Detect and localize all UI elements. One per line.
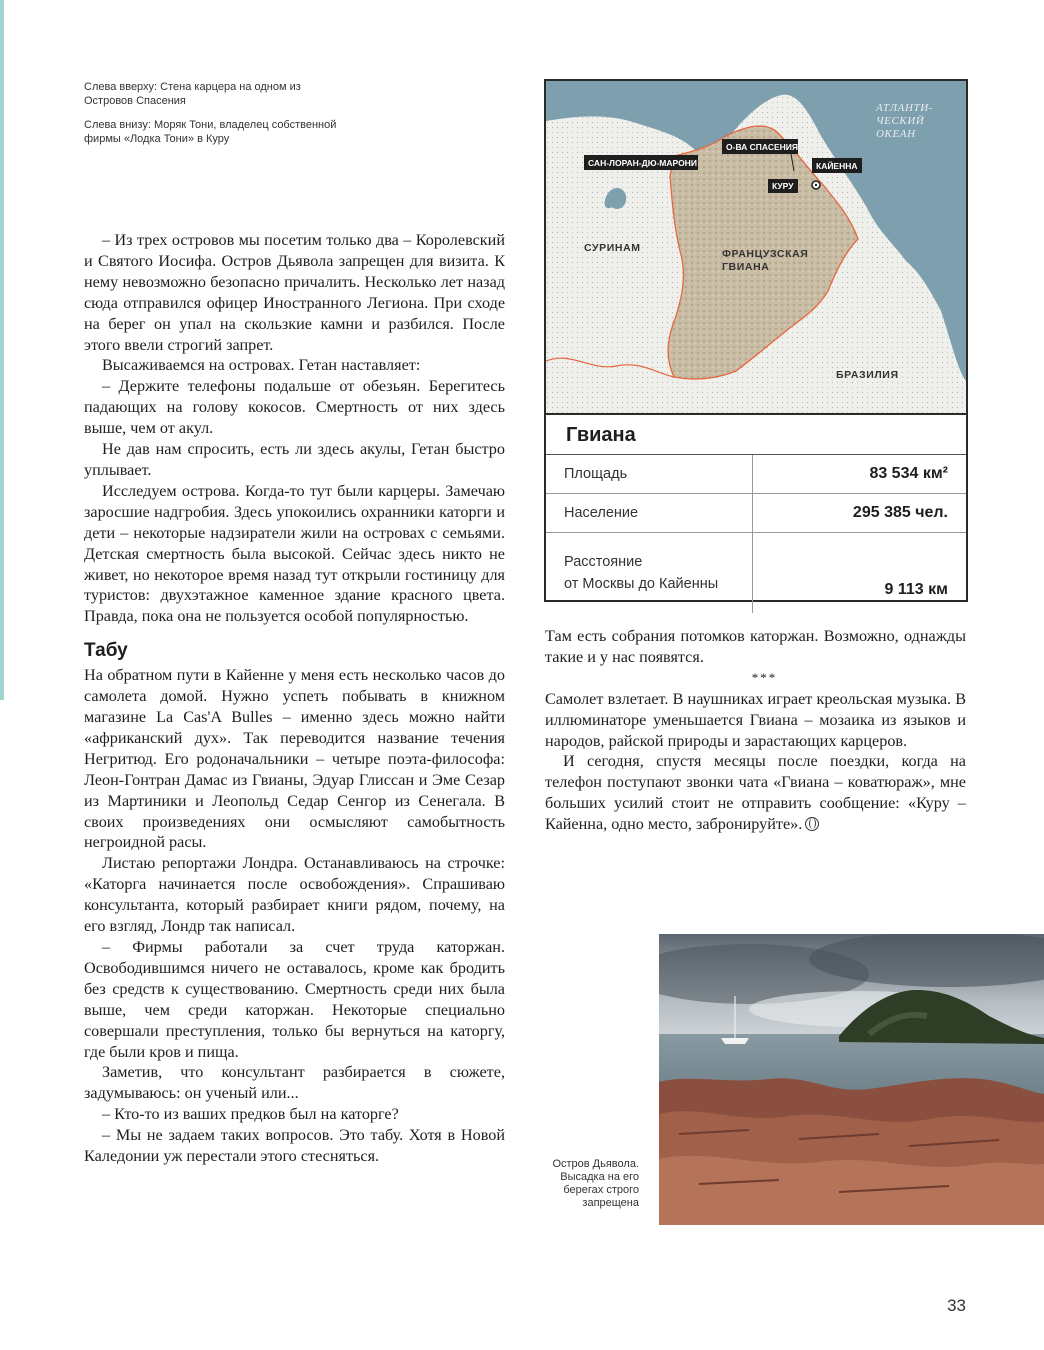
stat-label-line1: Расстояние	[564, 554, 643, 570]
paragraph: – Фирмы работали за счет труда каторжан. Освободившимся ничего не оставалось, кроме как бродить без средств к существованию. Смертность среди них была выше, чем среди каторжан. Некоторые специально совершали преступления, только бы вернуться на каторгу, где были кров и пища.	[84, 938, 505, 1061]
section-separator: ***	[751, 669, 778, 685]
ocean-label: АТЛАНТИ-	[876, 102, 934, 114]
caption-bottom: Слева внизу: Моряк Тони, владелец собственной фирмы «Лодка Тони» в Куру	[84, 119, 337, 145]
paragraph: Там есть собрания потомков каторжан. Возможно, однажды такие и у нас появятся.	[545, 627, 966, 666]
paragraph: – Держите телефоны подальше от обезьян. Берегитесь падающих на голову кокосов. Смертность от них здесь выше, чем от акул.	[84, 377, 505, 438]
paragraph: На обратном пути в Кайенне у меня есть несколько часов до самолета домой. Нужно успеть побывать в книжном магазине La Cas'A Bulles – именно здесь можно найти «африканский дух». Так переводится название течения Негритюд. Его родоначальники – четыре поэта-философа: Леон-Гонтран Дамас из Гвианы, Эдуар Глиссан и Эме Сезар из Мартиники и Леопольд Седар Сенгор из Сенегала. В своих произведениях они осмысляют самобытность негроидной расы.	[84, 666, 505, 852]
table-row	[546, 455, 966, 494]
kourou-tag	[768, 179, 798, 193]
globe-icon	[805, 817, 819, 831]
card-title: Гвиана	[546, 413, 966, 455]
islands-tag	[722, 139, 798, 154]
guiana-map	[546, 81, 966, 413]
section-heading: Табу	[84, 640, 128, 662]
paragraph: – Из трех островов мы посетим только два – Королевский и Святого Иосифа. Остров Дьявола запрещен для визита. К нему невозможно безопасно причалить. Несколько лет назад сюда отправился офицер Иностранного Легиона. При сходе на берег он упал на скользкие камни и разбился. После этого ввели строгий запрет.	[84, 231, 505, 354]
paragraph: Самолет взлетает. В наушниках играет креольская музыка. В иллюминаторе уменьшается Гвиана – мозаика из языков и народов, райской природы и зарастающих карцеров.	[545, 689, 966, 750]
paragraph: – Мы не задаем таких вопросов. Это табу. Хотя в Новой Каледонии уж перестали этого стесняться.	[84, 1126, 505, 1166]
ocean-label: ОКЕАН	[876, 128, 916, 140]
table-row	[546, 533, 966, 614]
french-guiana-label: ФРАНЦУЗСКАЯ	[722, 248, 809, 260]
devils-island-photo	[659, 934, 1044, 1225]
saint-laurent-tag	[584, 155, 698, 170]
stat-value: 295 385 чел.	[753, 494, 967, 533]
french-guiana-label: ГВИАНА	[722, 261, 770, 273]
paragraph-text: И сегодня, спустя месяцы после поездки, когда на телефон поступают звонки чата «Гвиана – коватюраж», мне больших усилий стоит не отправить сообщение: «Куру – Кайенна, одно место, забронируйте».	[545, 752, 966, 834]
stat-label: Население	[546, 494, 753, 533]
paragraph: Листаю репортажи Лондра. Останавливаюсь на строчке: «Каторга начинается после освобождения». Спрашиваю консультанта, который разбирает книги рядом, почему, на его взгляд, Лондр так написал.	[84, 854, 505, 936]
stat-label	[546, 533, 753, 614]
cayenne-label: КАЙЕННА	[816, 161, 858, 171]
stat-value: 83 534 км²	[753, 455, 967, 494]
stat-label: Площадь	[546, 455, 753, 494]
brazil-label: БРАЗИЛИЯ	[836, 369, 899, 381]
stats-table	[546, 455, 966, 613]
photo-captions	[84, 80, 344, 156]
paragraph: Высаживаемся на островах. Гетан наставляет:	[102, 356, 421, 375]
suriname-label: СУРИНАМ	[584, 242, 641, 254]
page-number: 33	[947, 1296, 966, 1315]
cayenne-tag	[812, 158, 862, 173]
islands-label: О-ВА СПАСЕНИЯ	[726, 142, 798, 152]
right-column	[545, 626, 966, 835]
saint-laurent-label: САН-ЛОРАН-ДЮ-МАРОНИ	[588, 158, 697, 168]
ocean-label: ЧЕСКИЙ	[876, 115, 925, 127]
guiana-fact-card	[544, 79, 968, 602]
paragraph: Не дав нам спросить, есть ли здесь акулы, Гетан быстро уплывает.	[84, 440, 505, 479]
kourou-label: КУРУ	[772, 181, 794, 191]
stat-label-line2: от Москвы до Кайенны	[564, 576, 719, 592]
paragraph: Заметив, что консультант разбирается в сюжете, задумываюсь: он ученый или...	[84, 1063, 505, 1103]
table-row	[546, 494, 966, 533]
paragraph: Исследуем острова. Когда-то тут были карцеры. Замечаю заросшие надгробия. Здесь упокоились охранники каторги и дети – некоторые надзиратели жили на островах с семьями. Детская смертность была высокой. Сейчас здесь никто не живет, но некоторое время назад тут открыли гостиницу для туристов: двухэтажное каменное здание красного цвета. Правда, пока она не пользуется особой популярностью.	[84, 481, 505, 626]
stat-value: 9 113 км	[884, 581, 948, 598]
page-edge-stripe	[0, 0, 4, 700]
caption-top: Слева вверху: Стена карцера на одном из Островов Спасения	[84, 81, 301, 107]
paragraph: – Кто-то из ваших предков был на каторге?	[102, 1105, 399, 1124]
paragraph	[545, 751, 966, 835]
photo-caption: Остров Дьявола. Высадка на его берегах строго запрещена	[552, 1158, 639, 1209]
left-column	[84, 230, 505, 1167]
